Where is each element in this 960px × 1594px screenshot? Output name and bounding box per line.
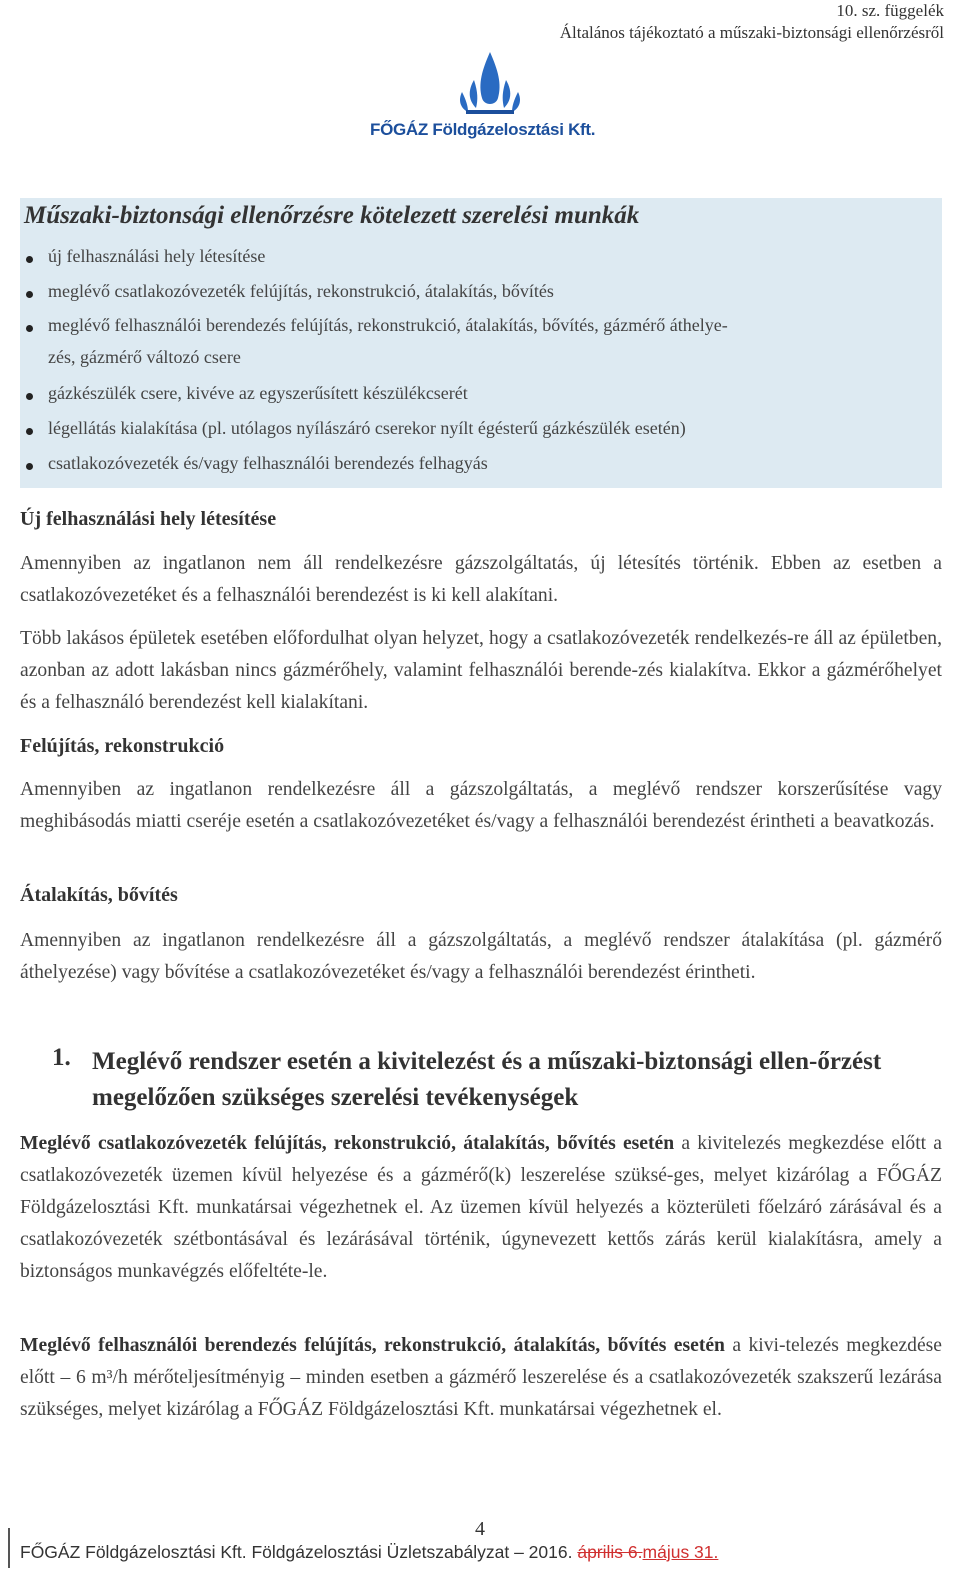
- list-item: gázkészülék csere, kivéve az egyszerűsített készülékcserét: [48, 383, 468, 403]
- footer-inserted-date: május 31.: [642, 1542, 719, 1562]
- page-footer: [20, 1542, 718, 1563]
- info-box: [20, 198, 942, 488]
- logo-wordmark: FŐGÁZ Földgázelosztási Kft.: [370, 120, 596, 139]
- section-heading: Átalakítás, bővítés: [20, 884, 178, 906]
- list-item: csatlakozóvezeték és/vagy felhasználói berendezés felhagyás: [48, 453, 488, 473]
- list-item-continuation: zés, gázmérő változó csere: [48, 347, 241, 367]
- paragraph-body: a kivi-telezés megkezdése előtt – 6 m³/h mérőteljesítményig – minden esetben a gázmérő leszerelése és a csatlakozóvezeték szakszerű lezárása szükséges, melyet kizárólag a FŐGÁZ Földgázelosztási Kft. munkatársai végezhetnek el.: [20, 1335, 942, 1420]
- appendix-number: 10. sz. függelék: [836, 1, 944, 20]
- bullet-icon: [26, 325, 33, 332]
- list-item: meglévő felhasználói berendezés felújítás, rekonstrukció, átalakítás, bővítés, gázmérő áthelye-: [48, 315, 728, 335]
- fogaz-logo: [370, 50, 610, 140]
- paragraph: Több lakásos épületek esetében előfordulhat olyan helyzet, hogy a csatlakozóvezeték rendelkezés-re áll az épületben, azonban az adott lakásban nincs gázmérőhely, valamint felhasználói berende-zés kialakítva. Ekkor a gázmérőhelyet és a felhasználó berendezést kell kialakítani.: [20, 628, 942, 713]
- bullet-icon: [26, 393, 33, 400]
- paragraph: Amennyiben az ingatlanon rendelkezésre áll a gázszolgáltatás, a meglévő rendszer korszerűsítése vagy meghibásodás miatti cseréje esetén a csatlakozóvezetéket és/vagy a felhasználói berendezést érintheti a beavatkozás.: [20, 779, 942, 832]
- list-item: légellátás kialakítása (pl. utólagos nyílászáró cserekor nyílt égésterű gázkészülék esetén): [48, 418, 686, 438]
- page-number: 4: [475, 1518, 485, 1540]
- paragraph: Amennyiben az ingatlanon rendelkezésre áll a gázszolgáltatás, a meglévő rendszer átalakítása (pl. gázmérő áthelyezése) vagy bővítése a csatlakozóvezetéket és/vagy a felhasználói berendezést érintheti.: [20, 930, 942, 983]
- box-title: Műszaki-biztonsági ellenőrzésre kötelezett szerelési munkák: [24, 202, 640, 229]
- revision-bar: [8, 1528, 10, 1568]
- section-heading: Új felhasználási hely létesítése: [20, 508, 277, 530]
- list-item: meglévő csatlakozóvezeték felújítás, rekonstrukció, átalakítás, bővítés: [48, 281, 554, 301]
- paragraph-lead: Meglévő csatlakozóvezeték felújítás, rekonstrukció, átalakítás, bővítés esetén: [20, 1133, 675, 1154]
- paragraph-lead: Meglévő felhasználói berendezés felújítás, rekonstrukció, átalakítás, bővítés esetén: [20, 1335, 725, 1356]
- bullet-icon: [26, 256, 33, 263]
- paragraph: [20, 1128, 942, 1288]
- bullet-icon: [26, 463, 33, 470]
- bullet-icon: [26, 291, 33, 298]
- chapter-title: Meglévő rendszer esetén a kivitelezést és a műszaki-biztonsági ellen-őrzést megelőzően szükséges szerelési tevékenységek: [92, 1048, 882, 1111]
- chapter-number: 1.: [52, 1044, 71, 1071]
- paragraph: [20, 1330, 942, 1426]
- bullet-icon: [26, 428, 33, 435]
- paragraph-body: a kivitelezés megkezdése előtt a csatlakozóvezeték üzemen kívül helyezése és a gázmérő(k) leszerelése szüksé-ges, melyet kizárólag a FŐGÁZ Földgázelosztási Kft. munkatársai végezhetnek el. Az üzemen kívül helyezés a közterületi főelzáró zárásával és a csatlakozóvezeték szétbontásával és lezárásával történik, úgynevezett kettős zárás kerül kialakításra, amely a biztonságos munkavégzés előfeltéte-le.: [20, 1133, 943, 1282]
- document-subtitle: Általános tájékoztató a műszaki-biztonsági ellenőrzésről: [559, 23, 944, 42]
- footer-deleted-date: április 6.: [577, 1542, 643, 1562]
- flame-logo-icon: [370, 50, 610, 120]
- footer-text: FŐGÁZ Földgázelosztási Kft. Földgázelosztási Üzletszabályzat – 2016.: [20, 1542, 578, 1562]
- paragraph: Amennyiben az ingatlanon nem áll rendelkezésre gázszolgáltatás, új létesítés történik. Ebben az esetben a csatlakozóvezetéket és a felhasználói berendezést is ki kell alakítani.: [20, 553, 942, 606]
- list-item: új felhasználási hely létesítése: [48, 246, 266, 266]
- section-heading: Felújítás, rekonstrukció: [20, 735, 225, 757]
